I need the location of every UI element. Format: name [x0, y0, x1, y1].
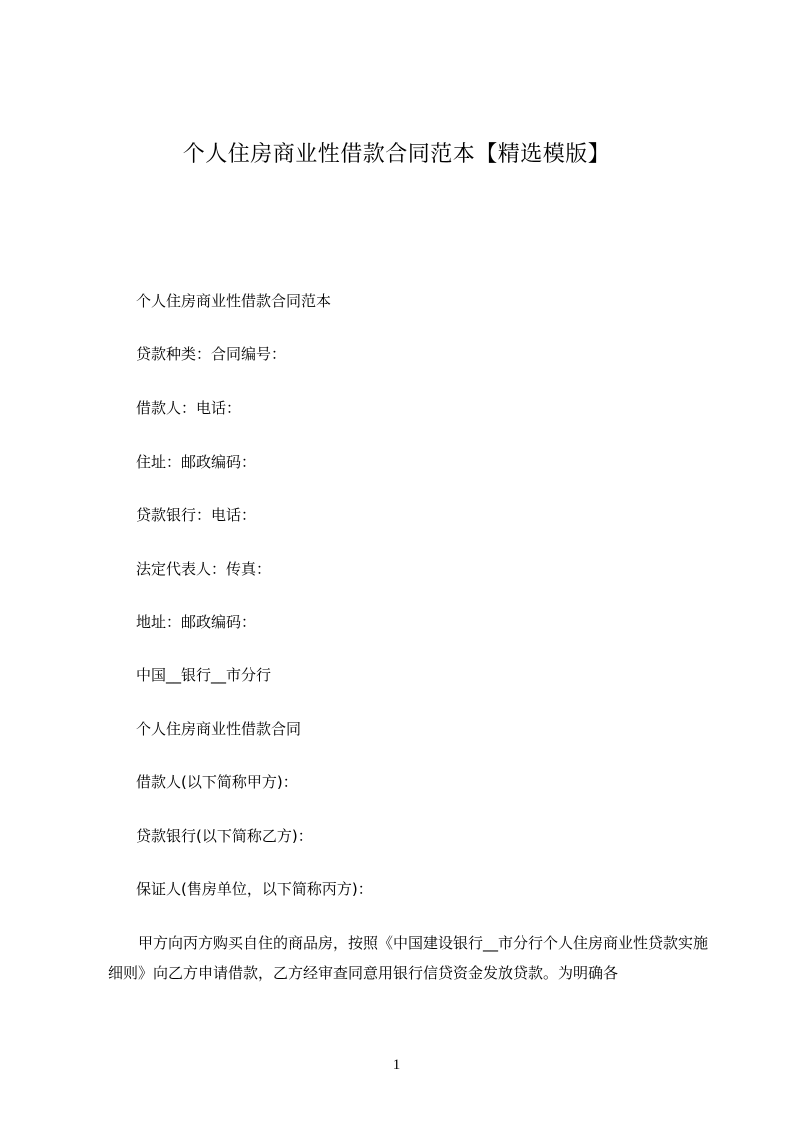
party-b-line: 贷款银行(以下简称乙方)： — [136, 827, 313, 845]
lending-bank-line: 贷款银行：电话： — [136, 506, 257, 524]
bank-branch-line: 中国__银行__市分行 — [136, 666, 272, 684]
loan-type-line: 贷款种类：合同编号： — [136, 345, 287, 363]
party-a-line: 借款人(以下简称甲方)： — [136, 773, 298, 791]
document-title: 个人住房商业性借款合同范本【精选模版】 — [182, 142, 611, 167]
address-line: 住址：邮政编码： — [136, 453, 257, 471]
borrower-line: 借款人：电话： — [136, 399, 242, 417]
bank-address-line: 地址：邮政编码： — [136, 613, 257, 631]
legal-representative-line: 法定代表人：传真： — [136, 560, 272, 578]
body-paragraph: 甲方向丙方购买自住的商品房，按照《中国建设银行__市分行个人住房商业性贷款实施细则》向乙方申请借款，乙方经审查同意用银行信贷资金发放贷款。为明确各 — [108, 934, 709, 982]
contract-name-line: 个人住房商业性借款合同 — [136, 720, 302, 738]
guarantor-line: 保证人(售房单位，以下简称丙方)： — [136, 880, 373, 898]
subtitle-line: 个人住房商业性借款合同范本 — [136, 292, 332, 310]
page-number: 1 — [392, 1057, 401, 1073]
